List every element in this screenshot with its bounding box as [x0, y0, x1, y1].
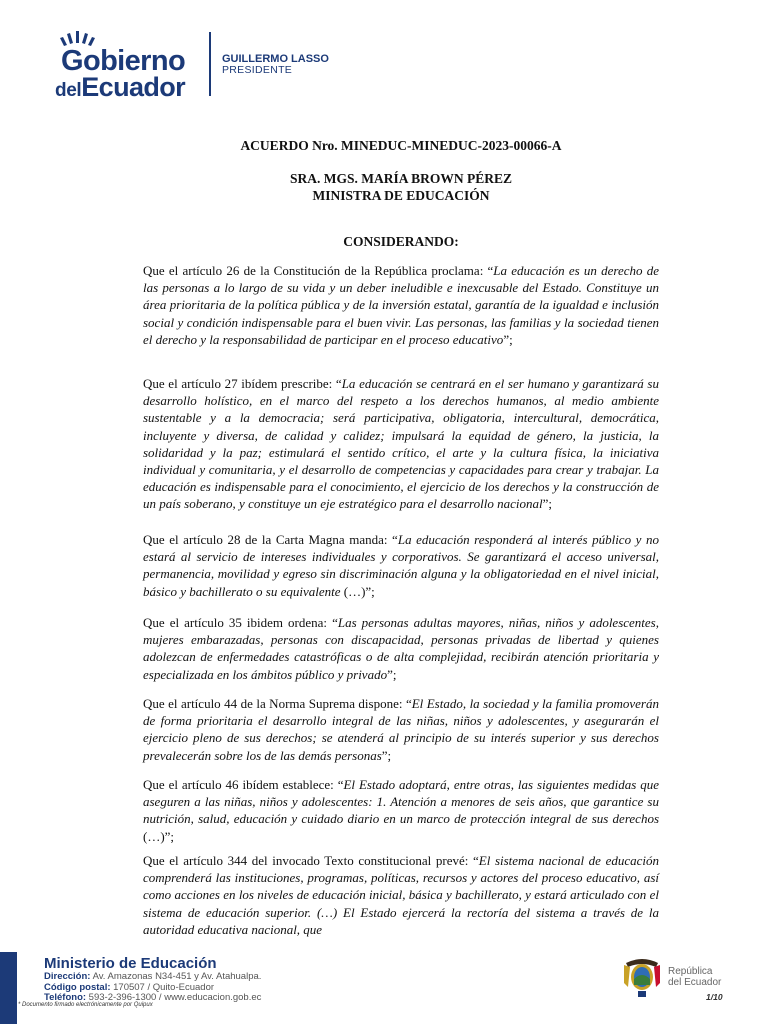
paragraph-lead: Que el artículo 28 de la Carta Magna manda: “ — [143, 532, 398, 547]
logo-gobierno-text: Gobierno — [61, 45, 186, 77]
paragraph-quote: Las personas adultas mayores, niñas, niños y adolescentes, mujeres embarazadas, personas con discapacidad, personas privadas de libertad y quienes adolezcan de enfermedades catastróficas o de alta complejidad, recibirán atención prioritaria y especializada en los ámbitos público y privado — [143, 615, 659, 682]
paragraph-lead: Que el artículo 46 ibídem establece: “ — [143, 777, 344, 792]
agreement-number: ACUERDO Nro. MINEDUC-MINEDUC-2023-00066-A — [240, 138, 562, 153]
phone-label: Teléfono: — [44, 992, 87, 1003]
page-number: 1/10 — [706, 992, 723, 1002]
signer-role: MINISTRA DE EDUCACIÓN — [312, 188, 490, 203]
phone-value: 593-2-396-1300 / www.educacion.gob.ec — [86, 992, 262, 1003]
paragraph-art-35 — [143, 614, 659, 683]
postal-value: 170507 / Quito-Ecuador — [110, 981, 215, 993]
paragraph-lead: Que el artículo 26 de la Constitución de la República proclama: “ — [143, 263, 494, 278]
paragraph-lead: Que el artículo 35 ibidem ordena: “ — [143, 615, 338, 630]
paragraph-art-46 — [143, 776, 659, 845]
logo-del-text: del — [55, 80, 82, 101]
signer-name: SRA. MGS. MARÍA BROWN PÉREZ — [289, 171, 513, 186]
paragraph-quote: El Estado adoptará, entre otras, las siguientes medidas que aseguren a las niñas, niños y adolescentes: 1. Atención a menores de seis años, que garantice su nutrición, salud, educación y cuidado diario en un marco de protección integral de sus derechos — [143, 777, 659, 827]
paragraph-art-27 — [143, 375, 659, 513]
coat-of-arms-icon — [620, 953, 664, 1001]
paragraph-art-344 — [143, 852, 659, 938]
address-value: Av. Amazonas N34-451 y Av. Atahualpa. — [90, 971, 262, 982]
paragraph-lead: Que el artículo 27 ibídem prescribe: “ — [143, 376, 342, 391]
paragraph-tail: ”; — [381, 747, 392, 763]
republic-label — [668, 966, 721, 988]
ministry-name: Ministerio de Educación — [44, 955, 217, 972]
president-title: PRESIDENTE — [222, 64, 293, 76]
logo-ecuador-text: Ecuador — [81, 72, 186, 102]
president-name: GUILLERMO LASSO — [222, 53, 329, 65]
paragraph-lead: Que el artículo 44 de la Norma Suprema dispone: “ — [143, 696, 412, 711]
header-logo — [55, 30, 375, 102]
paragraph-tail: (…)”; — [340, 583, 375, 599]
footer-contact — [44, 955, 261, 1004]
president-block — [222, 54, 329, 76]
paragraph-quote: El Estado, la sociedad y la familia promoverán de forma prioritaria el desarrollo integral de las niñas, niños y adolescentes, y asegurarán el ejercicio pleno de sus derechos; se atenderá al principio de su interés superior y sus derechos prevalecerán sobre los de las demás personas — [143, 696, 659, 763]
electronic-signature-note: * Documento firmado electrónicamente por Quipux — [18, 1002, 153, 1008]
paragraph-art-26 — [143, 262, 659, 348]
paragraph-lead: Que el artículo 344 del invocado Texto constitucional prevé: “ — [143, 853, 479, 868]
header-divider — [209, 32, 211, 96]
paragraph-quote: El sistema nacional de educación comprenderá las instituciones, programas, políticas, recursos y actores del proceso educativo, así como acciones en los niveles de educación inicial, básica y bachillerato, y estará articulado con el sistema de educación superior. (…) El Estado ejercerá la rectoría del sistema a través de la autoridad educativa nacional, que — [143, 853, 659, 937]
paragraph-quote: La educación responderá al interés público y no estará al servicio de intereses individuales y corporativos. Se garantizará el acceso universal, permanencia, movilidad y egreso sin discriminación alguna y la obligatoriedad en el nivel inicial, básico y bachillerato o su equivalente — [143, 532, 659, 599]
republic-line1: República — [668, 966, 713, 977]
republic-line2: del Ecuador — [668, 977, 722, 988]
paragraph-art-28 — [143, 531, 659, 600]
paragraph-tail: ”; — [387, 666, 397, 682]
postal-label: Código postal: — [44, 981, 111, 993]
considering-heading: CONSIDERANDO: — [343, 234, 459, 249]
footer-accent-bar — [0, 952, 17, 1024]
address-label: Dirección: — [44, 971, 91, 982]
paragraph-tail: ”; — [503, 331, 513, 347]
paragraph-tail: (…)”; — [143, 828, 175, 844]
paragraph-tail: ”; — [542, 496, 552, 512]
logo-del-ecuador-text — [55, 74, 185, 105]
paragraph-quote: La educación se centrará en el ser humano y garantizará su desarrollo holístico, en el marco del respeto a los derechos humanos, al medio ambiente sustentable y a la democracia; será participativa, obligatoria, intercultural, democrática, incluyente y diversa, de calidad y calidez; impulsará la equidad de género, la justicia, la solidaridad y la paz; estimulará el sentido crítico, el arte y la cultura física, la iniciativa individual y comunitaria, y el desarrollo de competencias y capacidades para crear y trabajar. La educación es indispensable para el conocimiento, el ejercicio de los derechos y la construcción de un país soberano, y constituye un eje estratégico para el desarrollo nacional — [143, 376, 659, 512]
paragraph-art-44 — [143, 695, 659, 764]
paragraph-quote: La educación es un derecho de las personas a lo largo de su vida y un deber ineludible e inexcusable del Estado. Constituye un área prioritaria de la política pública y de la inversión estatal, garantía de la igualdad e inclusión social y condición indispensable para el buen vivir. Las personas, las familias y la sociedad tienen el derecho y la responsabilidad de participar en el proceso educativo — [143, 263, 659, 347]
